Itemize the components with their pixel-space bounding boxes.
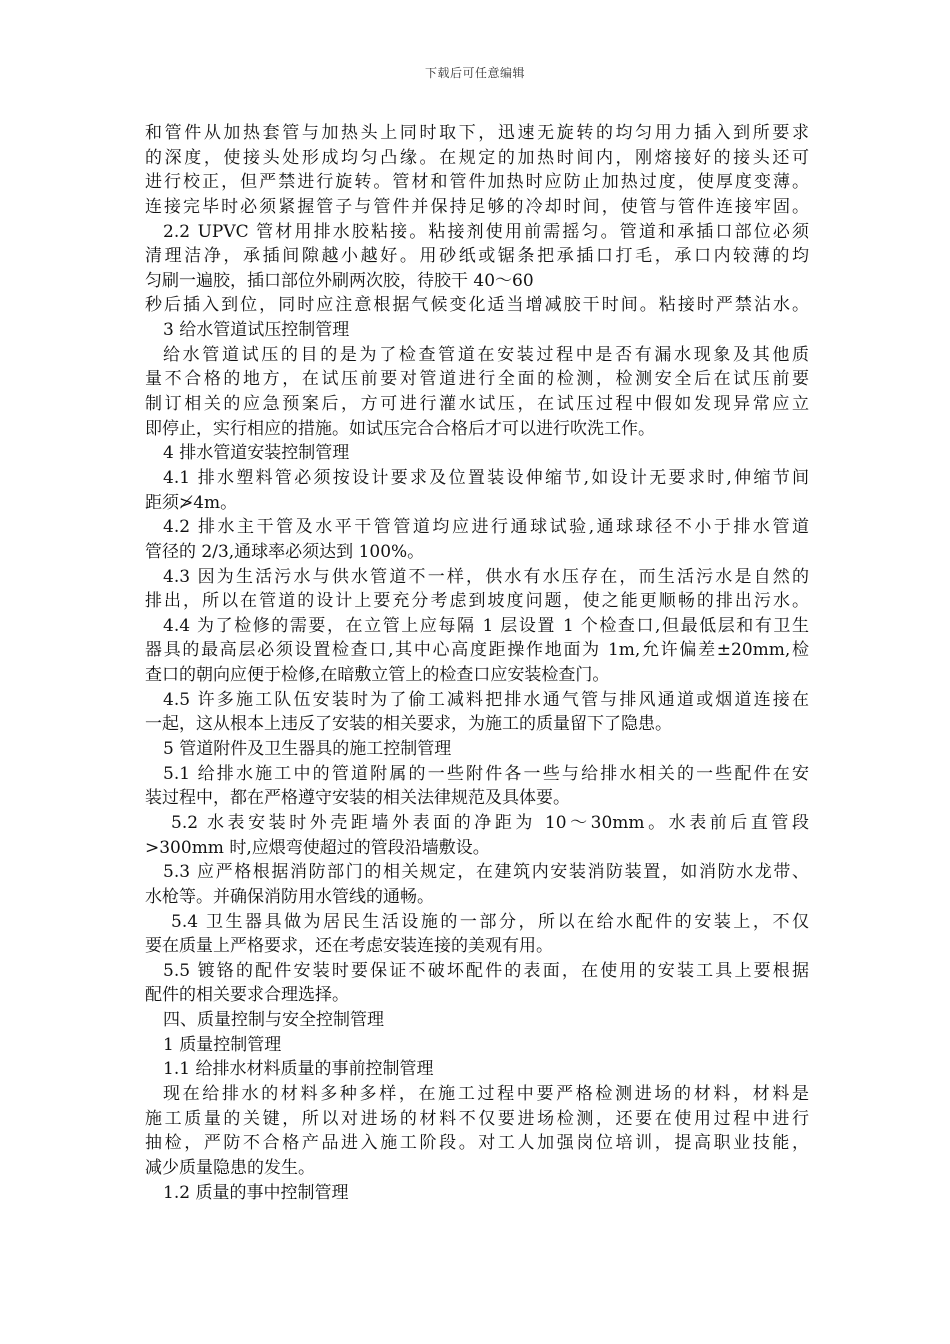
text-line: 清理洁净，承插间隙越小越好。用砂纸或锯条把承插口打毛，承口内较薄的均 <box>145 246 809 267</box>
text-line: 进行校正，但严禁进行旋转。管材和管件加热时应防止加热过度，使厚度变薄。 <box>145 172 809 193</box>
text-line: 5.4 卫生器具做为居民生活设施的一部分，所以在给水配件的安装上，不仅 <box>171 911 809 932</box>
text-line: 距须≯4m。 <box>145 492 238 513</box>
text-line: 要在质量上严格要求，还在考虑安装连接的美观有用。 <box>145 936 553 957</box>
text-line: 制订相关的应急预案后，方可进行灌水试压，在试压过程中假如发现异常应立 <box>145 394 809 415</box>
text-line: 2.2 UPVC 管材用排水胶粘接。粘接剂使用前需摇匀。管道和承插口部位必须 <box>163 221 809 242</box>
text-line: 1.1 给排水材料质量的事前控制管理 <box>163 1059 434 1080</box>
text-line: 给水管道试压的目的是为了检查管道在安装过程中是否有漏水现象及其他质 <box>163 344 809 365</box>
text-line: 1.2 质量的事中控制管理 <box>163 1182 349 1203</box>
text-line: 5 管道附件及卫生器具的施工控制管理 <box>163 739 452 760</box>
text-line: 4.5 许多施工队伍安装时为了偷工减料把排水通气管与排风通道或烟道连接在 <box>163 689 809 710</box>
text-line: 连接完毕时必须紧握管子与管件并保持足够的冷却时间，使管与管件连接牢固。 <box>145 196 809 217</box>
text-line: 量不合格的地方，在试压前要对管道进行全面的检测，检测安全后在试压前要 <box>145 369 809 390</box>
text-line: 抽检，严防不合格产品进入施工阶段。对工人加强岗位培训，提高职业技能， <box>145 1133 809 1154</box>
document-body <box>145 121 809 1205</box>
text-line: 查口的朝向应便于检修,在暗敷立管上的检查口应安装检查门。 <box>145 665 610 686</box>
text-line: 装过程中，都在严格遵守安装的相关法律规范及具体要。 <box>145 788 570 809</box>
text-line: 4.4 为了检修的需要，在立管上应每隔 1 层设置 1 个检查口,但最低层和有卫生 <box>163 615 809 636</box>
text-line: 施工质量的关键，所以对进场的材料不仅要进场检测，还要在使用过程中进行 <box>145 1108 809 1129</box>
text-line: 1 质量控制管理 <box>163 1034 282 1055</box>
page-header-note: 下载后可任意编辑 <box>424 66 525 80</box>
text-line: 配件的相关要求合理选择。 <box>145 985 349 1006</box>
text-line: 即停止，实行相应的措施。如试压完合合格后才可以进行吹洗工作。 <box>145 418 655 439</box>
text-line: 管径的 2/3,通球率必须达到 100%。 <box>145 541 425 562</box>
text-line: 水枪等。并确保消防用水管线的通畅。 <box>145 886 434 907</box>
text-line: 5.5 镀铬的配件安装时要保证不破坏配件的表面，在使用的安装工具上要根据 <box>163 960 809 981</box>
text-line: 5.1 给排水施工中的管道附属的一些附件各一些与给排水相关的一些配件在安 <box>163 763 809 784</box>
text-line: 减少质量隐患的发生。 <box>145 1157 315 1178</box>
text-line: 4.1 排水塑料管必须按设计要求及位置装设伸缩节,如设计无要求时,伸缩节间 <box>163 467 809 488</box>
text-line: >300mm 时,应煨弯使超过的管段沿墙敷设。 <box>145 837 490 858</box>
text-line: 匀刷一遍胶，插口部位外刷两次胶，待胶干 40～60 <box>145 270 534 291</box>
text-line: 5.3 应严格根据消防部门的相关规定，在建筑内安装消防装置，如消防水龙带、 <box>163 862 809 883</box>
text-line: 四、质量控制与安全控制管理 <box>163 1010 384 1031</box>
text-line: 秒后插入到位，同时应注意根据气候变化适当增减胶干时间。粘接时严禁沾水。 <box>145 295 809 316</box>
text-line: 4.3 因为生活污水与供水管道不一样，供水有水压存在，而生活污水是自然的 <box>163 566 809 587</box>
text-line: 和管件从加热套管与加热头上同时取下，迅速无旋转的均匀用力插入到所要求 <box>145 123 809 143</box>
text-line: 5.2 水表安装时外壳距墙外表面的净距为 10～30mm。水表前后直管段 <box>171 812 809 833</box>
text-line: 的深度，使接头处形成均匀凸缘。在规定的加热时间内，刚熔接好的接头还可 <box>145 147 809 168</box>
text-line: 器具的最高层必须设置检查口,其中心高度距操作地面为 1m,允许偏差±20mm,检 <box>145 640 809 661</box>
text-line: 排出，所以在管道的设计上要充分考虑到坡度问题，使之能更顺畅的排出污水。 <box>145 591 809 612</box>
text-line: 现在给排水的材料多种多样，在施工过程中要严格检测进场的材料，材料是 <box>163 1083 809 1104</box>
text-line: 一起，这从根本上违反了安装的相关要求，为施工的质量留下了隐患。 <box>145 714 672 735</box>
text-line: 4.2 排水主干管及水平干管管道均应进行通球试验,通球球径不小于排水管道 <box>163 517 809 538</box>
text-line: 3 给水管道试压控制管理 <box>163 320 350 341</box>
text-line: 4 排水管道安装控制管理 <box>163 443 350 464</box>
